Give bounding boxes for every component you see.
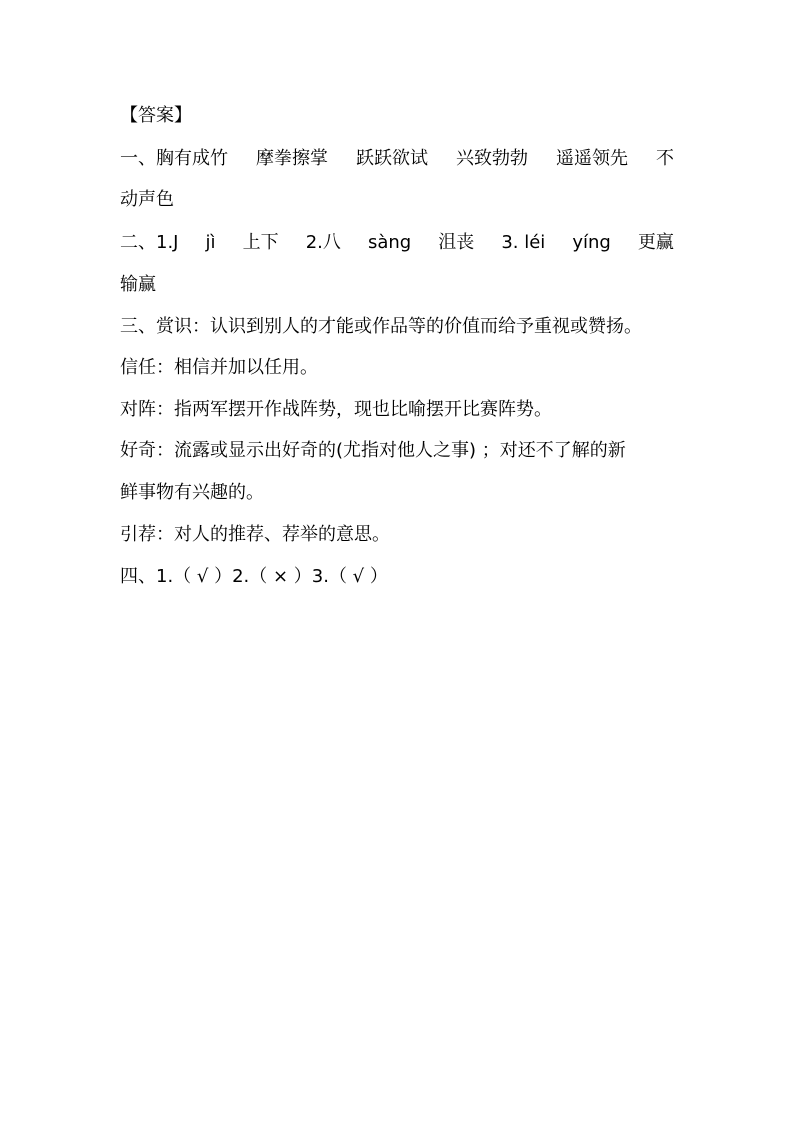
item-2-char: 2.八 xyxy=(305,232,341,253)
item-2-pinyin: sàng xyxy=(367,232,412,253)
answer-heading: 【答案】 xyxy=(120,105,192,126)
idiom-6-start: 不 xyxy=(656,148,674,169)
idiom-2: 摩拳擦掌 xyxy=(256,148,328,169)
section2-line2: 输赢 xyxy=(120,274,156,295)
idiom-5: 遥遥领先 xyxy=(556,148,628,169)
definition-duizhen: 对阵：指两军摆开作战阵势，现也比喻摆开比赛阵势。 xyxy=(120,399,552,420)
idiom-4: 兴致勃勃 xyxy=(456,148,528,169)
item-1-letter: 二、1.J xyxy=(120,232,179,253)
section1-line1 xyxy=(120,147,674,171)
section4-line1: 四、1.（ √ ）2.（ × ）3.（ √ ） xyxy=(120,566,388,587)
item-1-pinyin: jì xyxy=(205,232,216,253)
section2-line1 xyxy=(120,231,674,255)
item-3-pinyin-1: 3. léi xyxy=(501,232,546,253)
item-1-word: 上下 xyxy=(242,232,279,253)
definition-haoqi: 好奇：流露或显示出好奇的(尤指对他人之事) ；对还不了解的新 xyxy=(120,440,626,461)
item-2-word: 沮丧 xyxy=(438,232,475,253)
definition-haoqi-cont: 鲜事物有兴趣的。 xyxy=(120,482,264,503)
item-3-word: 更赢 xyxy=(637,232,674,253)
definition-shangshi: 三、赏识：认识到别人的才能或作品等的价值而给予重视或赞扬。 xyxy=(120,316,642,337)
definition-xinren: 信任：相信并加以任用。 xyxy=(120,357,318,378)
idiom-3: 跃跃欲试 xyxy=(356,148,428,169)
section1-line2: 动声色 xyxy=(120,189,174,210)
definition-yinjian: 引荐：对人的推荐、荐举的意思。 xyxy=(120,524,390,545)
idiom-1: 一、胸有成竹 xyxy=(120,148,228,169)
item-3-pinyin-2: yíng xyxy=(572,232,611,253)
